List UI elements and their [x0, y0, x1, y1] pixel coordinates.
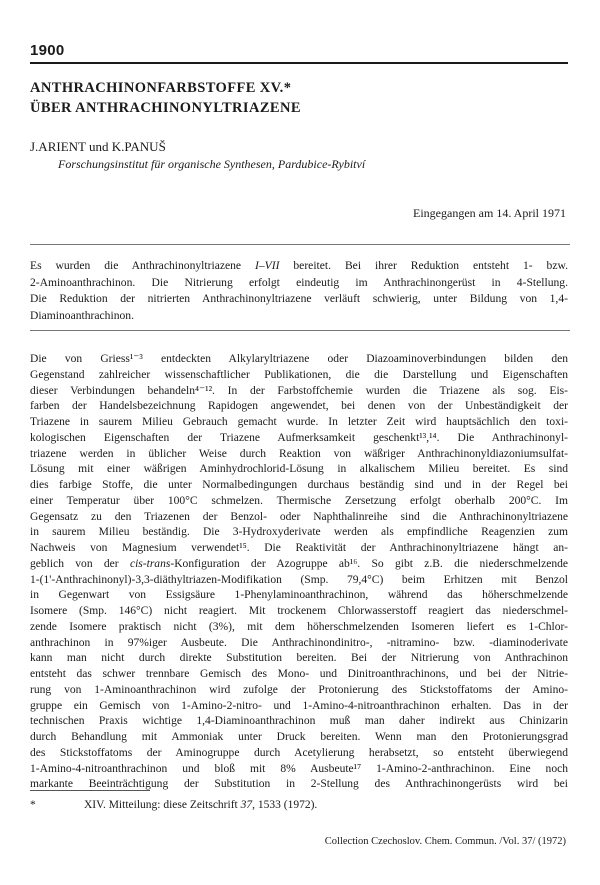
italic-term: cis-trans [129, 557, 171, 570]
body-line: Nachweis von Magnesium verwendet¹⁵. Die Reaktivität der Anthrachinonyltriazene hängt an- [30, 542, 568, 554]
abstract-line: Es wurden die Anthrachinonyltriazene I–VII bereitet. Bei ihrer Reduktion entsteht 1- bzw. [30, 259, 568, 272]
body-line: Gegensatz zu den Triazenen der Benzol- oder Naphthalinreihe sind die Anthrachinonyltriazene [30, 510, 568, 523]
body-line: dieser Verbindungen behandeln⁴⁻¹². In der Farbstoffchemie wurden die Triazene als sog. Eis- [30, 384, 568, 397]
authors: J.ARIENT und K.PANUŠ [30, 139, 166, 154]
body-text [30, 352, 568, 793]
body-line: Isomere (Smp. 146°C) nicht reagiert. Mit trockenem Chlorwasserstoff reagiert das niederschmel- [30, 605, 568, 617]
body-line: 1-(1'-Anthrachinonyl)-3,3-diäthyltriazen-Modifikation (Smp. 79,4°C) beim Erhitzen mit Benzol [30, 573, 568, 586]
footnote-text: XIV. Mitteilung: diese Zeitschrift 37, 1533 (1972). [84, 799, 318, 811]
body-line: markante Beeinträchtigung der Substitution in 2-Stellung des Anthrachinongerüsts wird bei [30, 778, 568, 791]
body-line: geblich von der cis-trans-Konfiguration der Azogruppe ab¹⁶. So gibt z.B. die niederschmelzende [30, 557, 568, 570]
body-line: in saurem Milieu beständig. Die 3-Hydroxyderivate werden als empfindliche Reagenzien zum [30, 526, 568, 539]
body-line: in Gegenwart von Essigsäure 1-Phenylaminoanthrachinon, während das höherschmelzende [30, 589, 568, 602]
body-line: 1-Amino-4-nitroanthrachinon und bloß mit 8% Ausbeute¹⁷ 1-Amino-2-anthrachinon. Eine noch [30, 762, 568, 775]
footer-citation: Collection Czechoslov. Chem. Commun. /Vol. 37/ (1972) [324, 836, 566, 847]
title-line-2: ÜBER ANTHRACHINONYLTRIAZENE [30, 100, 301, 116]
footnote [30, 799, 317, 811]
body-line: dies farbige Stoffe, die unter Normalbedingungen durchaus beständig sind und in der Regel bei [30, 479, 568, 491]
abstract-line: Die Reduktion der nitrierten Anthrachinonyltriazene verläuft schwierig, unter Bildung von 1,4- [30, 292, 568, 305]
body-line: gruppe ein Gemisch von 1-Amino-2-nitro- und 1-Amino-4-nitroanthrachinon erhalten. Das in der [30, 699, 568, 712]
body-line: Die von Griess¹⁻³ entdeckten Alkylaryltriazene oder Diazoaminoverbindungen bilden den [30, 353, 568, 365]
body-line: durch Behandlung mit Ammoniak unter Druck bereiten. Wenn man den Protonierungsgrad [30, 731, 568, 743]
title-line-1: ANTHRACHINONFARBSTOFFE XV.* [30, 80, 292, 96]
body-line: zende Isomere praktisch nicht (3%), mit dem höherschmelzenden Isomeren liefert es 1-Chlor- [30, 620, 568, 633]
italic-term: 37 [240, 799, 253, 811]
body-line: technischen Praxis wichtige 1,4-Diaminoanthrachinon muß man daher indirekt aus Chinizarin [30, 715, 568, 728]
body-line: rung von 1-Aminoanthrachinon wird zufolge der Protonierung des Stickstoffatoms der Amino- [30, 683, 568, 696]
received-date: Eingegangen am 14. April 1971 [413, 206, 566, 220]
abstract [30, 258, 568, 324]
body-line: entsteht das schwer trennbare Gemisch des Mono- und Dinitroanthrachinons, und bei der Nitrie- [30, 668, 568, 680]
body-line: Triazene in saurem Milieu Gebrauch gemacht wurde. In letzter Zeit wird hauptsächlich den toxi- [30, 416, 568, 428]
article-title [30, 78, 570, 118]
italic-term: I–VII [255, 259, 280, 272]
body-line: des Stickstoffatoms der Aminogruppe durch Acetylierung herabsetzt, so entsteht überwiegend [30, 746, 568, 759]
body-line: kologischen Eigenschaften der Triazene Aufmerksamkeit geschenkt¹³,¹⁴. Die Anthrachinonyl- [30, 431, 568, 444]
abstract-line: Diaminoanthrachinon. [30, 308, 134, 322]
body-line: Gegenstand zahlreicher wissenschaftlicher Publikationen, die die Darstellung und Eigenschaften [30, 368, 568, 381]
body-line: anthrachinon in 97%iger Ausbeute. Die Anthrachinondinitro-, -nitramino- bzw. -diaminoderivate [30, 636, 568, 649]
body-line: kann man nicht durch direkte Substitution bereiten. Bei der Nitrierung von Anthrachinon [30, 652, 568, 665]
abstract-top-rule [30, 244, 570, 245]
header-rule [30, 62, 568, 64]
body-line: farben der Handelsbezeichnung Rapidogen angewendet, bei denen von der Unbeständigkeit der [30, 400, 568, 413]
abstract-line: 2-Aminoanthrachinon. Die Nitrierung erfolgt eindeutig im Anthrachinongerüst in 4-Stellung. [30, 275, 568, 289]
footnote-rule [30, 790, 150, 791]
footnote-marker: * [30, 799, 36, 811]
institute: Forschungsinstitut für organische Synthesen, Pardubice-Rybitví [58, 157, 366, 171]
body-line: triazene werden in üblicher Weise durch Reaktion von wäßriger Anthrachinonyldiazoniumsulfat- [30, 447, 568, 460]
abstract-bottom-rule [30, 330, 570, 331]
page-number: 1900 [30, 42, 65, 59]
body-line: einer Temperatur über 100°C schmelzen. Thermische Zersetzung erfolgt oberhalb 200°C. Im [30, 494, 568, 507]
body-line: Lösung mit einer wäßrigen Aminhydrochlorid-Lösung in alkalischem Milieu bereitet. Es sind [30, 463, 568, 476]
